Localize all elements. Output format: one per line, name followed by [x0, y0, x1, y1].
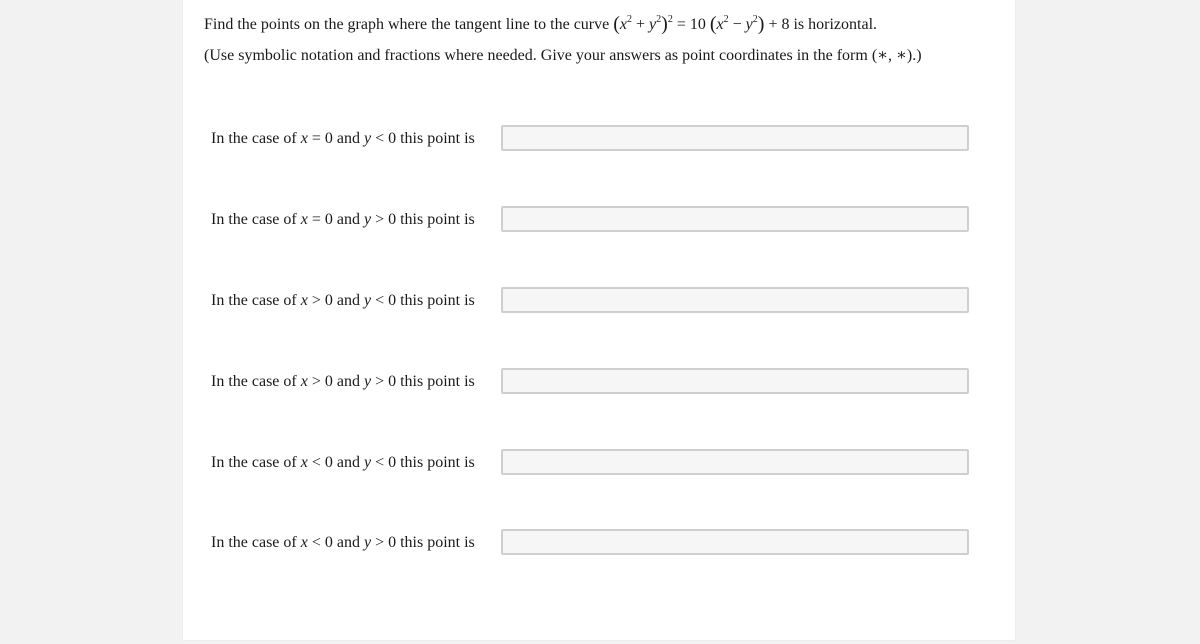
- case-row: [211, 529, 971, 557]
- question-prompt: [204, 12, 877, 38]
- case-row: [211, 449, 971, 477]
- case-row: [211, 287, 971, 315]
- case-label: In the case of x < 0 and y < 0 this point is: [211, 454, 475, 471]
- answer-input-x0-yneg[interactable]: [501, 125, 969, 151]
- case-row: [211, 125, 971, 153]
- equation: $(x^2 + y^2)^2 = 10$ $(x^2 - y^2) + 8$: [613, 13, 790, 35]
- prompt-text-after: is horizontal.: [789, 16, 878, 33]
- answer-input-xpos-ypos[interactable]: [501, 368, 969, 394]
- answer-input-xpos-yneg[interactable]: [501, 287, 969, 313]
- case-label: In the case of x = 0 and y < 0 this point is: [211, 130, 475, 147]
- question-panel: [183, 0, 1015, 640]
- case-label: In the case of x > 0 and y > 0 this point is: [211, 373, 475, 390]
- case-row: [211, 368, 971, 396]
- prompt-text-before: Find the points on the graph where the tangent line to the curve: [204, 16, 614, 33]
- answer-input-x0-ypos[interactable]: [501, 206, 969, 232]
- answer-input-xneg-yneg[interactable]: [501, 449, 969, 475]
- case-label: In the case of x > 0 and y < 0 this point is: [211, 292, 475, 309]
- case-label: In the case of x = 0 and y > 0 this point is: [211, 211, 475, 228]
- case-row: [211, 206, 971, 234]
- answer-instructions: (Use symbolic notation and fractions where needed. Give your answers as point coordinates in the form (∗, ∗).): [204, 47, 922, 64]
- answer-input-xneg-ypos[interactable]: [501, 529, 969, 555]
- case-label: In the case of x < 0 and y > 0 this point is: [211, 534, 475, 551]
